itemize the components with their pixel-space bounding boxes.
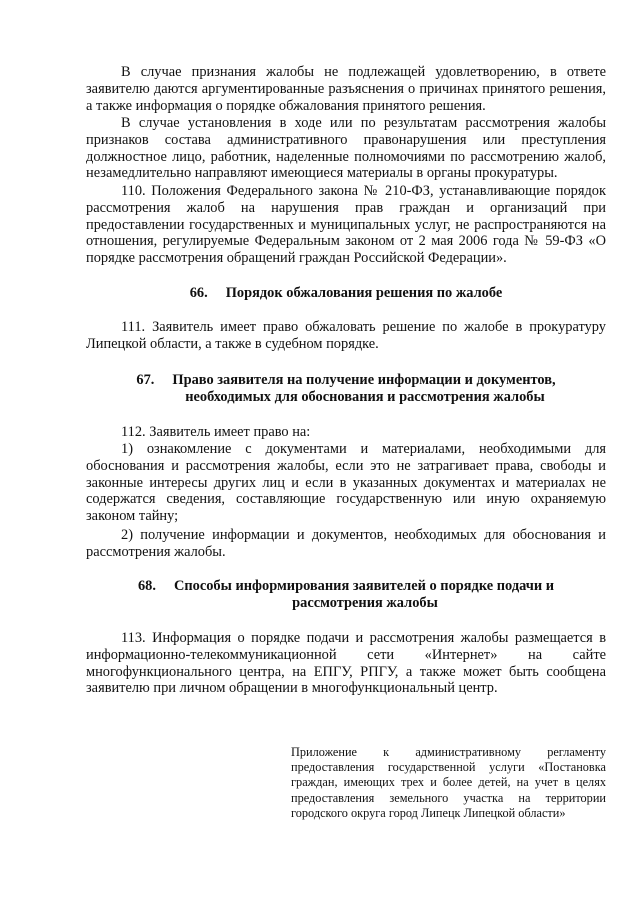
- heading-68-line1: Способы информирования заявителей о порядке подачи и: [173, 578, 555, 594]
- heading-67-line2: необходимых для обоснования и рассмотрения жалобы: [185, 389, 545, 405]
- heading-66-text: Порядок обжалования решения по жалобе: [225, 285, 503, 301]
- paragraph-111: 111. Заявитель имеет право обжаловать решение по жалобе в прокуратуру Липецкой области, а также в судебном порядке.: [86, 319, 606, 352]
- paragraph-prosecution-referral: В случае установления в ходе или по результатам рассмотрения жалобы признаков состава административного правонарушения или преступления должностное лицо, работник, наделенные полномочиями по рассмотрению жалоб, незамедлительно направляют имеющиеся материалы в органы прокуратуры.: [86, 115, 606, 182]
- heading-67-line1: Право заявителя на получение информации и документов,: [172, 372, 556, 388]
- heading-68-number: 68.: [137, 578, 156, 594]
- paragraph-refusal-response: В случае признания жалобы не подлежащей удовлетворению, в ответе заявителю даются аргументированные разъяснения о причинах принятого решения, а также информация о порядке обжалования принятого решения.: [86, 64, 606, 114]
- paragraph-112-item-1: 1) ознакомление с документами и материалами, необходимыми для обоснования и рассмотрения жалобы, если это не затрагивает права, свободы и законные интересы других лиц и если в указанных документах и материалах не содержатся сведения, составляющие государственную или иную охраняемую законом тайну;: [86, 441, 606, 525]
- heading-66-number: 66.: [189, 285, 208, 301]
- heading-68: [86, 578, 606, 612]
- heading-67-number: 67.: [136, 372, 155, 388]
- heading-68-line2: рассмотрения жалобы: [292, 595, 438, 611]
- paragraph-110: 110. Положения Федерального закона № 210-ФЗ, устанавливающие порядок рассмотрения жалоб на нарушения прав граждан и организаций при предоставлении государственных и муниципальных услуг, не распространяются на отношения, регулируемые Федеральным законом от 2 мая 2006 года № 59-ФЗ «О порядке рассмотрения обращений граждан Российской Федерации».: [86, 183, 606, 267]
- heading-66: [86, 285, 606, 302]
- paragraph-113: 113. Информация о порядке подачи и рассмотрения жалобы размещается в информационно-телекоммуникационной сети «Интернет» на сайте многофункционального центра, на ЕПГУ, РПГУ, а также может быть сообщена заявителю при личном обращении в многофункциональный центр.: [86, 630, 606, 697]
- heading-67: [86, 372, 606, 406]
- paragraph-112-item-2: 2) получение информации и документов, необходимых для обоснования и рассмотрения жалобы.: [86, 527, 606, 560]
- paragraph-112: 112. Заявитель имеет право на:: [121, 424, 311, 440]
- appendix-note: Приложение к административному регламенту предоставления государственной услуги «Постановка граждан, имеющих трех и более детей, на учет в целях предоставления земельного участка на территории городского округа город Липецк Липецкой области»: [291, 745, 606, 820]
